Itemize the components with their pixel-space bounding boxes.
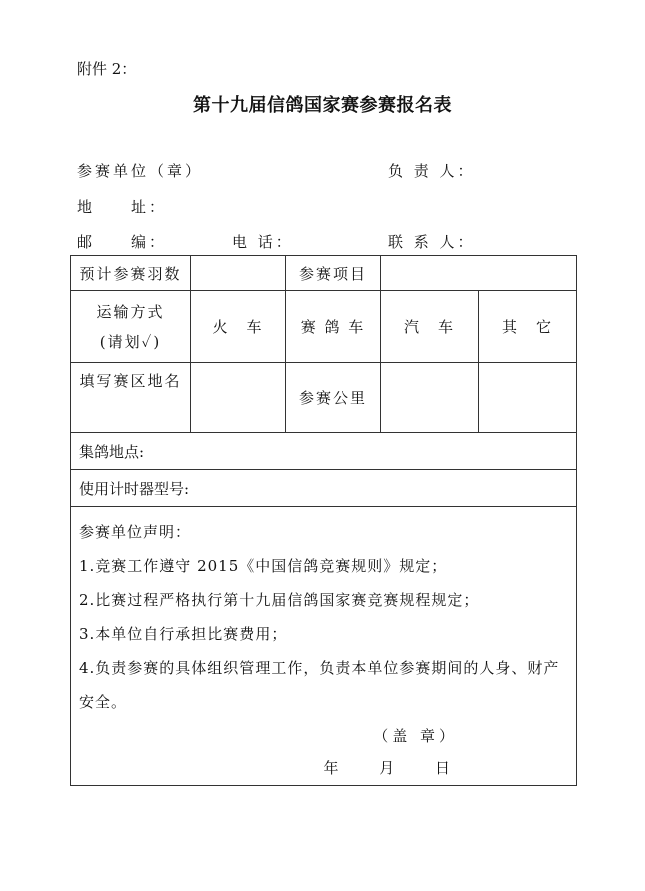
address-label: 地 址：: [77, 198, 168, 216]
registration-table: [70, 255, 577, 786]
transport-cell: [71, 291, 191, 363]
table-row: [71, 363, 577, 433]
distance-label: 参赛公里: [286, 363, 381, 433]
date-label: 年 月 日: [323, 759, 468, 777]
timer-model-field[interactable]: 使用计时器型号:: [71, 470, 577, 507]
distance-field-1[interactable]: [381, 363, 479, 433]
table-row: [71, 433, 577, 470]
region-name-field[interactable]: [191, 363, 286, 433]
declaration-item-1: 1.竞赛工作遵守 2015《中国信鸽竞赛规则》规定；: [79, 557, 448, 575]
declaration-item-4: 4.负责参赛的具体组织管理工作，负责本单位参赛期间的人身、财产安全。: [79, 659, 560, 711]
page-title: 第十九届信鸽国家赛参赛报名表: [193, 95, 452, 116]
contact-label: 联 系 人：: [388, 233, 476, 251]
transport-option-other[interactable]: 其 它: [479, 291, 577, 363]
transport-option-train[interactable]: 火 车: [191, 291, 286, 363]
region-name-label: 填写赛区地名: [71, 363, 191, 433]
assembly-place-field[interactable]: 集鸽地点:: [71, 433, 577, 470]
expected-count-label: 预计参赛羽数: [71, 256, 191, 291]
distance-field-2[interactable]: [479, 363, 577, 433]
transport-option-pigeon-truck[interactable]: 赛 鸽 车: [286, 291, 381, 363]
leader-label: 负 责 人：: [388, 162, 476, 180]
event-item-field[interactable]: [381, 256, 577, 291]
unit-label: 参赛单位（章）: [77, 162, 204, 180]
declaration-item-3: 3.本单位自行承担比赛费用；: [79, 625, 288, 643]
postcode-label: 邮 编：: [77, 233, 168, 251]
event-item-label: 参赛项目: [286, 256, 381, 291]
transport-hint: (请划✓): [99, 332, 162, 351]
transport-option-car[interactable]: 汽 车: [381, 291, 479, 363]
transport-label: 运输方式: [96, 302, 165, 321]
phone-label: 电 话：: [232, 233, 294, 251]
table-row: [71, 507, 577, 786]
declaration-heading: 参赛单位声明：: [79, 523, 192, 541]
expected-count-field[interactable]: [191, 256, 286, 291]
declaration-cell: [71, 507, 577, 786]
table-row: [71, 256, 577, 291]
seal-label: （盖 章）: [373, 727, 458, 745]
attachment-label: 附件 2：: [77, 60, 137, 78]
declaration-item-2: 2.比赛过程严格执行第十九届信鸽国家赛竞赛规程规定；: [79, 591, 480, 609]
table-row: [71, 291, 577, 363]
table-row: [71, 470, 577, 507]
